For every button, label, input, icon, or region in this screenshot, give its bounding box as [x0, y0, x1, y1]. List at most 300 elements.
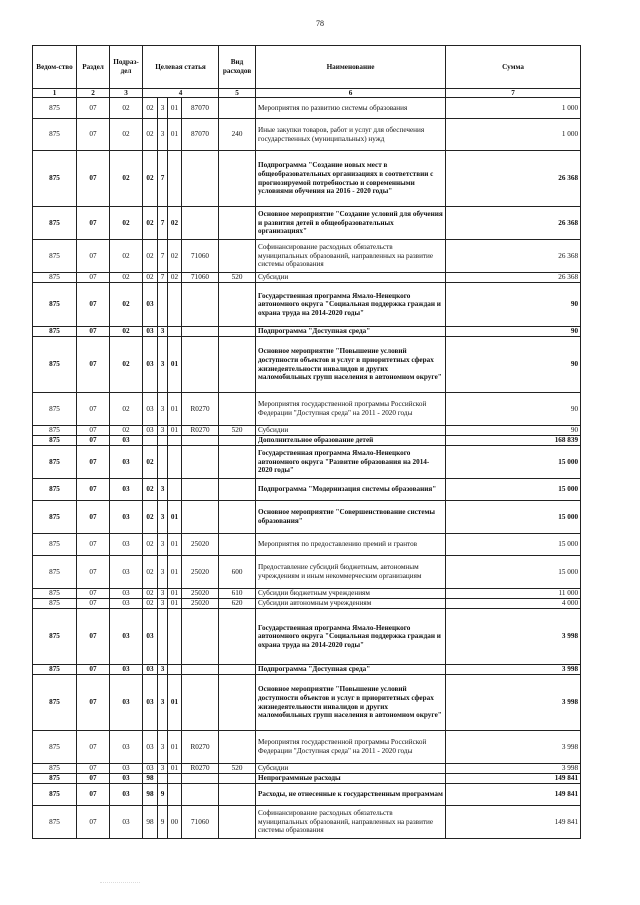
cell-podrazdel: 03: [110, 675, 143, 731]
cell-subprogram: 3: [158, 426, 168, 436]
table-row: [33, 283, 581, 327]
cell-subprogram: 3: [158, 479, 168, 501]
table-row: [33, 151, 581, 207]
cell-subprogram: 7: [158, 273, 168, 283]
cell-razdel: 07: [77, 731, 110, 764]
cell-vid: [219, 207, 256, 240]
cell-name: Основное мероприятие "Совершенствование системы образования": [256, 501, 446, 534]
cell-sum: 3 998: [446, 764, 581, 774]
cell-vedomstvo: 875: [33, 784, 77, 806]
cell-razdel: 07: [77, 207, 110, 240]
cell-program: 03: [143, 731, 158, 764]
cell-razdel: 07: [77, 764, 110, 774]
cell-razdel: 07: [77, 534, 110, 556]
cell-vedomstvo: 875: [33, 479, 77, 501]
cell-vedomstvo: 875: [33, 599, 77, 609]
cell-measure: [168, 446, 182, 479]
column-number: 6: [256, 89, 446, 98]
cell-vid: [219, 774, 256, 784]
cell-direction: [182, 479, 219, 501]
cell-vid: [219, 446, 256, 479]
cell-direction: [182, 501, 219, 534]
cell-podrazdel: 03: [110, 589, 143, 599]
cell-measure: 01: [168, 98, 182, 119]
cell-direction: R0270: [182, 393, 219, 426]
cell-sum: 15 000: [446, 446, 581, 479]
cell-subprogram: 3: [158, 589, 168, 599]
cell-vedomstvo: 875: [33, 436, 77, 446]
cell-razdel: 07: [77, 283, 110, 327]
cell-name: Субсидии бюджетным учреждениям: [256, 589, 446, 599]
cell-measure: [168, 479, 182, 501]
cell-sum: 3 998: [446, 731, 581, 764]
cell-program: 02: [143, 273, 158, 283]
cell-measure: 01: [168, 119, 182, 151]
cell-subprogram: [158, 774, 168, 784]
cell-subprogram: 3: [158, 337, 168, 393]
cell-measure: 01: [168, 556, 182, 589]
cell-name: Мероприятия государственной программы Российской Федерации "Доступная среда" на 2011 - 2020 годы: [256, 731, 446, 764]
cell-direction: 87070: [182, 119, 219, 151]
cell-podrazdel: 03: [110, 731, 143, 764]
cell-razdel: 07: [77, 774, 110, 784]
cell-sum: 1 000: [446, 119, 581, 151]
cell-subprogram: 3: [158, 119, 168, 151]
cell-sum: 3 998: [446, 609, 581, 665]
cell-measure: 01: [168, 675, 182, 731]
cell-subprogram: 3: [158, 675, 168, 731]
cell-direction: [182, 283, 219, 327]
cell-name: Субсидии: [256, 273, 446, 283]
cell-program: 03: [143, 337, 158, 393]
cell-sum: 149 841: [446, 784, 581, 806]
cell-podrazdel: 02: [110, 283, 143, 327]
cell-name: Дополнительное образование детей: [256, 436, 446, 446]
cell-vid: [219, 806, 256, 839]
cell-direction: [182, 436, 219, 446]
cell-sum: 90: [446, 283, 581, 327]
cell-program: 02: [143, 446, 158, 479]
cell-name: Подпрограмма "Создание новых мест в общеобразовательных организациях в соответствии с прогнозируемой потребностью и современными условиями обучения на 2016 - 2020 годы": [256, 151, 446, 207]
cell-vedomstvo: 875: [33, 556, 77, 589]
cell-podrazdel: 03: [110, 501, 143, 534]
cell-measure: [168, 151, 182, 207]
cell-name: Основное мероприятие "Повышение условий доступности объектов и услуг в приоритетных сферах жизнедеятельности инвалидов и других маломобильных групп населения в автономном округе": [256, 337, 446, 393]
cell-measure: 02: [168, 273, 182, 283]
cell-direction: R0270: [182, 764, 219, 774]
cell-vedomstvo: 875: [33, 426, 77, 436]
cell-program: 02: [143, 240, 158, 273]
cell-name: Расходы, не отнесенные к государственным программам: [256, 784, 446, 806]
cell-razdel: 07: [77, 784, 110, 806]
cell-vedomstvo: 875: [33, 393, 77, 426]
cell-subprogram: 3: [158, 599, 168, 609]
cell-vid: 520: [219, 273, 256, 283]
cell-sum: 1 000: [446, 98, 581, 119]
cell-subprogram: 3: [158, 501, 168, 534]
header-vid: Вид расходов: [219, 46, 256, 89]
cell-sum: 168 839: [446, 436, 581, 446]
cell-measure: 01: [168, 599, 182, 609]
cell-razdel: 07: [77, 119, 110, 151]
cell-name: Подпрограмма "Доступная среда": [256, 665, 446, 675]
table-row: [33, 731, 581, 764]
cell-name: Софинансирование расходных обязательств муниципальных образований, направленных на развитие системы образования: [256, 240, 446, 273]
cell-program: 03: [143, 665, 158, 675]
cell-podrazdel: 02: [110, 207, 143, 240]
cell-razdel: 07: [77, 806, 110, 839]
cell-program: 03: [143, 609, 158, 665]
cell-name: Предоставление субсидий бюджетным, автономным учреждениям и иным некоммерческим организациям: [256, 556, 446, 589]
table-row: [33, 806, 581, 839]
table-row: [33, 327, 581, 337]
cell-measure: 01: [168, 534, 182, 556]
cell-subprogram: 7: [158, 151, 168, 207]
cell-razdel: 07: [77, 337, 110, 393]
cell-program: 02: [143, 119, 158, 151]
cell-podrazdel: 03: [110, 436, 143, 446]
cell-sum: 15 000: [446, 556, 581, 589]
cell-name: Основное мероприятие "Создание условий для обучения и развития детей в общеобразовательных организациях": [256, 207, 446, 240]
cell-sum: 15 000: [446, 534, 581, 556]
cell-name: Мероприятия по предоставлению премий и грантов: [256, 534, 446, 556]
cell-podrazdel: 02: [110, 119, 143, 151]
cell-name: Мероприятия государственной программы Российской Федерации "Доступная среда" на 2011 - 2020 годы: [256, 393, 446, 426]
cell-direction: 25020: [182, 599, 219, 609]
cell-razdel: 07: [77, 665, 110, 675]
cell-direction: 87070: [182, 98, 219, 119]
cell-subprogram: [158, 446, 168, 479]
cell-program: 98: [143, 784, 158, 806]
cell-vedomstvo: 875: [33, 609, 77, 665]
cell-subprogram: 3: [158, 327, 168, 337]
cell-program: 02: [143, 98, 158, 119]
cell-vedomstvo: 875: [33, 534, 77, 556]
header-razdel: Раздел: [77, 46, 110, 89]
cell-vid: [219, 731, 256, 764]
cell-direction: [182, 337, 219, 393]
cell-subprogram: 3: [158, 556, 168, 589]
cell-measure: [168, 436, 182, 446]
cell-sum: 90: [446, 327, 581, 337]
cell-vedomstvo: 875: [33, 589, 77, 599]
cell-podrazdel: 03: [110, 534, 143, 556]
cell-razdel: 07: [77, 151, 110, 207]
cell-name: Государственная программа Ямало-Ненецкого автономного округа "Социальная поддержка граждан и охрана труда на 2014-2020 годы": [256, 609, 446, 665]
cell-subprogram: 3: [158, 665, 168, 675]
table-row: [33, 764, 581, 774]
cell-measure: [168, 665, 182, 675]
table-row: [33, 479, 581, 501]
table-row: [33, 556, 581, 589]
cell-sum: 149 841: [446, 806, 581, 839]
cell-direction: [182, 675, 219, 731]
cell-sum: 90: [446, 426, 581, 436]
cell-podrazdel: 02: [110, 327, 143, 337]
cell-direction: [182, 207, 219, 240]
cell-razdel: 07: [77, 393, 110, 426]
column-number: 7: [446, 89, 581, 98]
cell-vedomstvo: 875: [33, 151, 77, 207]
table-row: [33, 119, 581, 151]
column-number: 2: [77, 89, 110, 98]
cell-direction: 25020: [182, 556, 219, 589]
column-number: 1: [33, 89, 77, 98]
cell-razdel: 07: [77, 446, 110, 479]
cell-sum: 15 000: [446, 479, 581, 501]
cell-sum: 149 841: [446, 774, 581, 784]
cell-podrazdel: 02: [110, 240, 143, 273]
cell-measure: 01: [168, 589, 182, 599]
cell-direction: [182, 774, 219, 784]
cell-program: 03: [143, 764, 158, 774]
column-number-row: [33, 89, 581, 98]
cell-vedomstvo: 875: [33, 273, 77, 283]
cell-sum: 90: [446, 393, 581, 426]
table-row: [33, 501, 581, 534]
header-row: [33, 46, 581, 89]
cell-razdel: 07: [77, 426, 110, 436]
cell-razdel: 07: [77, 556, 110, 589]
cell-vid: 520: [219, 764, 256, 774]
table-row: [33, 436, 581, 446]
table-row: [33, 589, 581, 599]
table-row: [33, 98, 581, 119]
cell-name: Софинансирование расходных обязательств муниципальных образований, направленных на развитие системы образования: [256, 806, 446, 839]
cell-sum: 26 368: [446, 240, 581, 273]
cell-program: 02: [143, 599, 158, 609]
margin-mark: [100, 872, 140, 883]
cell-podrazdel: 03: [110, 665, 143, 675]
cell-direction: [182, 446, 219, 479]
cell-vid: 620: [219, 599, 256, 609]
cell-program: 03: [143, 393, 158, 426]
cell-subprogram: 3: [158, 731, 168, 764]
cell-razdel: 07: [77, 327, 110, 337]
cell-vedomstvo: 875: [33, 446, 77, 479]
cell-vedomstvo: 875: [33, 337, 77, 393]
cell-vedomstvo: 875: [33, 501, 77, 534]
cell-program: 02: [143, 207, 158, 240]
cell-sum: 3 998: [446, 675, 581, 731]
cell-name: Подпрограмма "Доступная среда": [256, 327, 446, 337]
table-row: [33, 273, 581, 283]
cell-measure: 02: [168, 240, 182, 273]
column-number: 4: [143, 89, 219, 98]
cell-vid: [219, 436, 256, 446]
cell-podrazdel: 02: [110, 98, 143, 119]
cell-vedomstvo: 875: [33, 119, 77, 151]
cell-podrazdel: 03: [110, 784, 143, 806]
cell-program: 02: [143, 589, 158, 599]
cell-program: 98: [143, 774, 158, 784]
table-row: [33, 675, 581, 731]
cell-subprogram: 3: [158, 534, 168, 556]
cell-program: 03: [143, 327, 158, 337]
cell-program: 02: [143, 534, 158, 556]
cell-vid: [219, 675, 256, 731]
cell-vedomstvo: 875: [33, 675, 77, 731]
cell-subprogram: 7: [158, 207, 168, 240]
cell-podrazdel: 02: [110, 273, 143, 283]
cell-measure: [168, 283, 182, 327]
table-row: [33, 207, 581, 240]
cell-measure: 01: [168, 337, 182, 393]
table-row: [33, 609, 581, 665]
cell-program: 03: [143, 675, 158, 731]
cell-podrazdel: 03: [110, 609, 143, 665]
cell-subprogram: 3: [158, 98, 168, 119]
cell-sum: 15 000: [446, 501, 581, 534]
cell-measure: 00: [168, 806, 182, 839]
cell-vid: [219, 501, 256, 534]
cell-program: 02: [143, 556, 158, 589]
cell-razdel: 07: [77, 599, 110, 609]
cell-vid: [219, 665, 256, 675]
cell-vedomstvo: 875: [33, 283, 77, 327]
cell-sum: 3 998: [446, 665, 581, 675]
page-number: 78: [316, 19, 324, 28]
budget-table: [32, 45, 581, 839]
cell-podrazdel: 02: [110, 426, 143, 436]
cell-direction: [182, 327, 219, 337]
cell-vid: [219, 98, 256, 119]
cell-vedomstvo: 875: [33, 774, 77, 784]
cell-measure: [168, 327, 182, 337]
cell-direction: 71060: [182, 806, 219, 839]
cell-program: 03: [143, 426, 158, 436]
cell-vedomstvo: 875: [33, 327, 77, 337]
cell-program: 98: [143, 806, 158, 839]
cell-subprogram: [158, 283, 168, 327]
cell-vedomstvo: 875: [33, 665, 77, 675]
cell-razdel: 07: [77, 240, 110, 273]
cell-program: [143, 436, 158, 446]
cell-subprogram: 3: [158, 764, 168, 774]
cell-sum: 26 368: [446, 151, 581, 207]
cell-program: 02: [143, 151, 158, 207]
cell-vedomstvo: 875: [33, 207, 77, 240]
cell-name: Основное мероприятие "Повышение условий доступности объектов и услуг в приоритетных сферах жизнедеятельности инвалидов и других маломобильных групп населения в автономном округе": [256, 675, 446, 731]
cell-program: 02: [143, 479, 158, 501]
cell-subprogram: [158, 609, 168, 665]
cell-vedomstvo: 875: [33, 240, 77, 273]
cell-vid: 240: [219, 119, 256, 151]
cell-subprogram: 9: [158, 784, 168, 806]
table-row: [33, 784, 581, 806]
cell-name: Подпрограмма "Модернизация системы образования": [256, 479, 446, 501]
cell-vid: [219, 393, 256, 426]
cell-measure: 01: [168, 426, 182, 436]
cell-podrazdel: 03: [110, 556, 143, 589]
cell-vid: [219, 283, 256, 327]
cell-program: 03: [143, 283, 158, 327]
table-row: [33, 446, 581, 479]
cell-razdel: 07: [77, 609, 110, 665]
cell-direction: 71060: [182, 240, 219, 273]
table-row: [33, 240, 581, 273]
table-row: [33, 337, 581, 393]
cell-name: Мероприятия по развитию системы образования: [256, 98, 446, 119]
cell-name: Субсидии автономным учреждениям: [256, 599, 446, 609]
table-row: [33, 393, 581, 426]
cell-subprogram: 9: [158, 806, 168, 839]
cell-sum: 90: [446, 337, 581, 393]
cell-vid: [219, 337, 256, 393]
column-number: 5: [219, 89, 256, 98]
cell-razdel: 07: [77, 589, 110, 599]
cell-sum: 26 368: [446, 273, 581, 283]
cell-name: Иные закупки товаров, работ и услуг для обеспечения государственных (муниципальных) нужд: [256, 119, 446, 151]
cell-program: 02: [143, 501, 158, 534]
cell-vid: 610: [219, 589, 256, 599]
cell-direction: [182, 665, 219, 675]
table-row: [33, 665, 581, 675]
cell-podrazdel: 03: [110, 764, 143, 774]
cell-podrazdel: 03: [110, 479, 143, 501]
cell-sum: 26 368: [446, 207, 581, 240]
table-row: [33, 774, 581, 784]
cell-vid: [219, 327, 256, 337]
table-row: [33, 599, 581, 609]
cell-vid: [219, 479, 256, 501]
cell-vid: 600: [219, 556, 256, 589]
cell-direction: [182, 609, 219, 665]
cell-vedomstvo: 875: [33, 731, 77, 764]
cell-name: Непрограммные расходы: [256, 774, 446, 784]
cell-razdel: 07: [77, 98, 110, 119]
header-celevaya: Целевая статья: [143, 46, 219, 89]
header-sum: Сумма: [446, 46, 581, 89]
cell-name: Государственная программа Ямало-Ненецкого автономного округа "Развитие образования на 2014-2020 годы": [256, 446, 446, 479]
cell-direction: 25020: [182, 534, 219, 556]
column-number: 3: [110, 89, 143, 98]
cell-direction: 25020: [182, 589, 219, 599]
cell-measure: 01: [168, 764, 182, 774]
table-row: [33, 534, 581, 556]
cell-sum: 11 000: [446, 589, 581, 599]
cell-subprogram: [158, 436, 168, 446]
cell-podrazdel: 02: [110, 151, 143, 207]
cell-razdel: 07: [77, 479, 110, 501]
cell-direction: R0270: [182, 426, 219, 436]
cell-direction: R0270: [182, 731, 219, 764]
cell-measure: 01: [168, 393, 182, 426]
cell-razdel: 07: [77, 436, 110, 446]
cell-measure: 01: [168, 501, 182, 534]
cell-measure: 01: [168, 731, 182, 764]
cell-measure: [168, 774, 182, 784]
cell-podrazdel: 02: [110, 393, 143, 426]
header-vedomstvo: Ведом-ство: [33, 46, 77, 89]
cell-measure: [168, 609, 182, 665]
cell-subprogram: 3: [158, 393, 168, 426]
cell-razdel: 07: [77, 675, 110, 731]
cell-vedomstvo: 875: [33, 98, 77, 119]
cell-measure: 02: [168, 207, 182, 240]
cell-podrazdel: 02: [110, 337, 143, 393]
cell-razdel: 07: [77, 501, 110, 534]
header-podrazdel: Подраз-дел: [110, 46, 143, 89]
cell-measure: [168, 784, 182, 806]
cell-vid: [219, 609, 256, 665]
cell-podrazdel: 03: [110, 446, 143, 479]
cell-subprogram: 7: [158, 240, 168, 273]
header-name: Наименование: [256, 46, 446, 89]
cell-vid: [219, 151, 256, 207]
cell-name: Субсидии: [256, 764, 446, 774]
cell-vid: [219, 784, 256, 806]
